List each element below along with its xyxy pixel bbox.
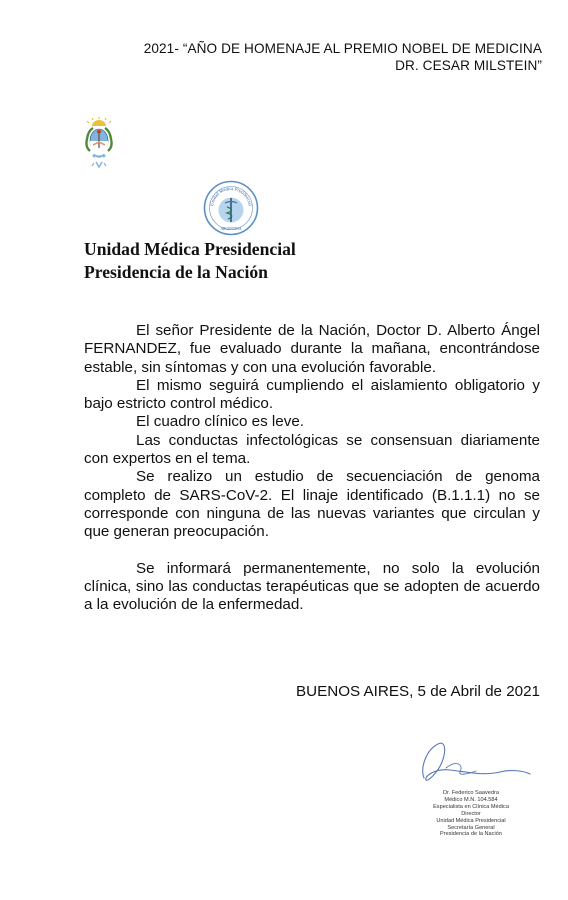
issuer-header bbox=[84, 238, 296, 284]
stamp-line-role: Director bbox=[461, 810, 481, 817]
year-motto bbox=[144, 40, 542, 74]
paragraph-sequencing: Se realizo un estudio de secuenciación de genoma completo de SARS-CoV-2. El linaje identificado (B.1.1.1) no se corresponde con ninguna de las nuevas variantes que circulan y que generan preocupación. bbox=[84, 468, 540, 541]
paragraph-isolation: El mismo seguirá cumpliendo el aislamiento obligatorio y bajo estricto control médico. bbox=[84, 376, 540, 413]
bulletin-body bbox=[84, 322, 540, 614]
year-motto-line-1: 2021- “AÑO DE HOMENAJE AL PREMIO NOBEL DE MEDICINA bbox=[143, 41, 542, 56]
signature-stamp bbox=[418, 790, 524, 838]
paragraph-updates: Se informará permanentemente, no solo la evolución clínica, sino las conductas terapéuticas que se adopten de acuerdo a la evolución de la enfermedad. bbox=[84, 559, 540, 614]
medical-unit-seal-icon bbox=[203, 180, 259, 236]
issuer-presidency: Presidencia de la Nación bbox=[84, 262, 268, 282]
paragraph-evaluation: El señor Presidente de la Nación, Doctor D. Alberto Ángel FERNANDEZ, fue evaluado durante la mañana, encontrándose estable, sin síntomas y con una evolución favorable. bbox=[84, 322, 540, 376]
seal-ring-text: Unidad Médica Presidencial bbox=[209, 185, 253, 207]
svg-text:ARGENTINA: ARGENTINA bbox=[220, 227, 242, 231]
stamp-line-presidency: Presidencia de la Nación bbox=[440, 831, 502, 838]
paragraph-clinical-picture: El cuadro clínico es leve. bbox=[136, 413, 304, 431]
stamp-line-secretariat: Secretaría General bbox=[447, 824, 495, 831]
year-motto-line-2: DR. CESAR MILSTEIN” bbox=[395, 58, 542, 73]
coat-of-arms-icon bbox=[84, 117, 114, 169]
stamp-line-name: Dr. Federico Saavedra bbox=[443, 790, 499, 796]
stamp-line-unit: Unidad Médica Presidencial bbox=[436, 817, 506, 824]
stamp-line-specialty: Especialista en Clínica Médica bbox=[433, 803, 509, 810]
issuer-unit: Unidad Médica Presidencial bbox=[84, 239, 296, 259]
paragraph-infectology: Las conductas infectológicas se consensuan diariamente con expertos en el tema. bbox=[84, 431, 540, 468]
handwritten-signature bbox=[416, 738, 536, 790]
date-line: BUENOS AIRES, 5 de Abril de 2021 bbox=[296, 683, 540, 700]
stamp-line-license: Médico M.N. 104.584 bbox=[444, 796, 498, 803]
